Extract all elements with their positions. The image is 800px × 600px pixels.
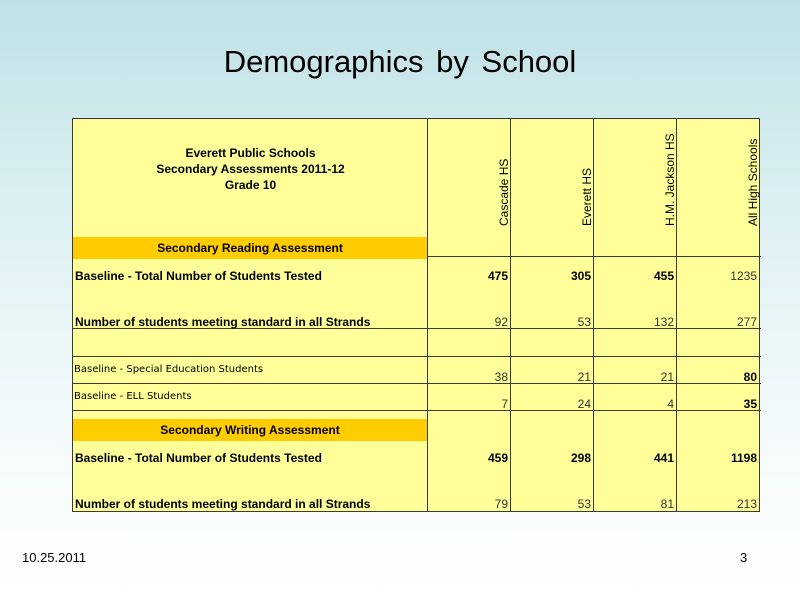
- row-label: Baseline - Special Education Students: [74, 364, 264, 375]
- column-header-cascade: Cascade HS: [497, 158, 511, 226]
- cell-value: 455: [653, 269, 674, 283]
- cell-value: 92: [494, 315, 508, 329]
- header-line: Secondary Assessments 2011-12: [156, 162, 345, 176]
- cell-value: 305: [570, 269, 591, 283]
- cell-value: 132: [653, 315, 674, 329]
- footer-date: 10.25.2011: [22, 550, 87, 565]
- row-label: Baseline - Total Number of Students Tested: [75, 269, 322, 283]
- cell-value: 21: [660, 370, 674, 384]
- cell-value: 53: [577, 497, 591, 511]
- section-writing-band: Secondary Writing Assessment: [73, 419, 427, 441]
- cell-value: 35: [743, 397, 757, 411]
- cell-value: 213: [736, 497, 757, 511]
- demographics-table: [72, 118, 760, 512]
- row-label: Number of students meeting standard in all Strands: [75, 497, 371, 511]
- header-line: Grade 10: [224, 178, 277, 192]
- page-number: 3: [740, 550, 748, 565]
- row-label: Number of students meeting standard in all Strands: [75, 315, 371, 329]
- slide-title: Demographics by School: [223, 44, 577, 79]
- column-header-everett: Everett HS: [580, 167, 594, 226]
- cell-value: 298: [570, 451, 591, 465]
- row-label: Baseline - ELL Students: [74, 391, 192, 402]
- cell-value: 53: [577, 315, 591, 329]
- cell-value: 1198: [730, 451, 757, 465]
- cell-value: 38: [494, 370, 508, 384]
- grid-hline: [73, 356, 761, 357]
- table-header: [73, 145, 428, 193]
- cell-value: 277: [736, 315, 757, 329]
- cell-value: 1235: [730, 269, 757, 283]
- cell-value: 441: [653, 451, 674, 465]
- cell-value: 80: [743, 370, 757, 384]
- grid-hline: [427, 256, 761, 257]
- cell-value: 24: [577, 397, 591, 411]
- cell-value: 81: [660, 497, 674, 511]
- column-header-jackson: H.M. Jackson HS: [663, 133, 677, 226]
- cell-value: 459: [487, 451, 508, 465]
- cell-value: 475: [487, 269, 508, 283]
- cell-value: 79: [494, 497, 508, 511]
- column-header-all: All High Schools: [746, 138, 760, 226]
- section-reading-band: Secondary Reading Assessment: [73, 237, 427, 259]
- row-label: Baseline - Total Number of Students Tested: [75, 451, 322, 465]
- header-line: Everett Public Schools: [185, 146, 316, 160]
- cell-value: 21: [577, 370, 591, 384]
- cell-value: 7: [501, 397, 508, 411]
- cell-value: 4: [667, 397, 674, 411]
